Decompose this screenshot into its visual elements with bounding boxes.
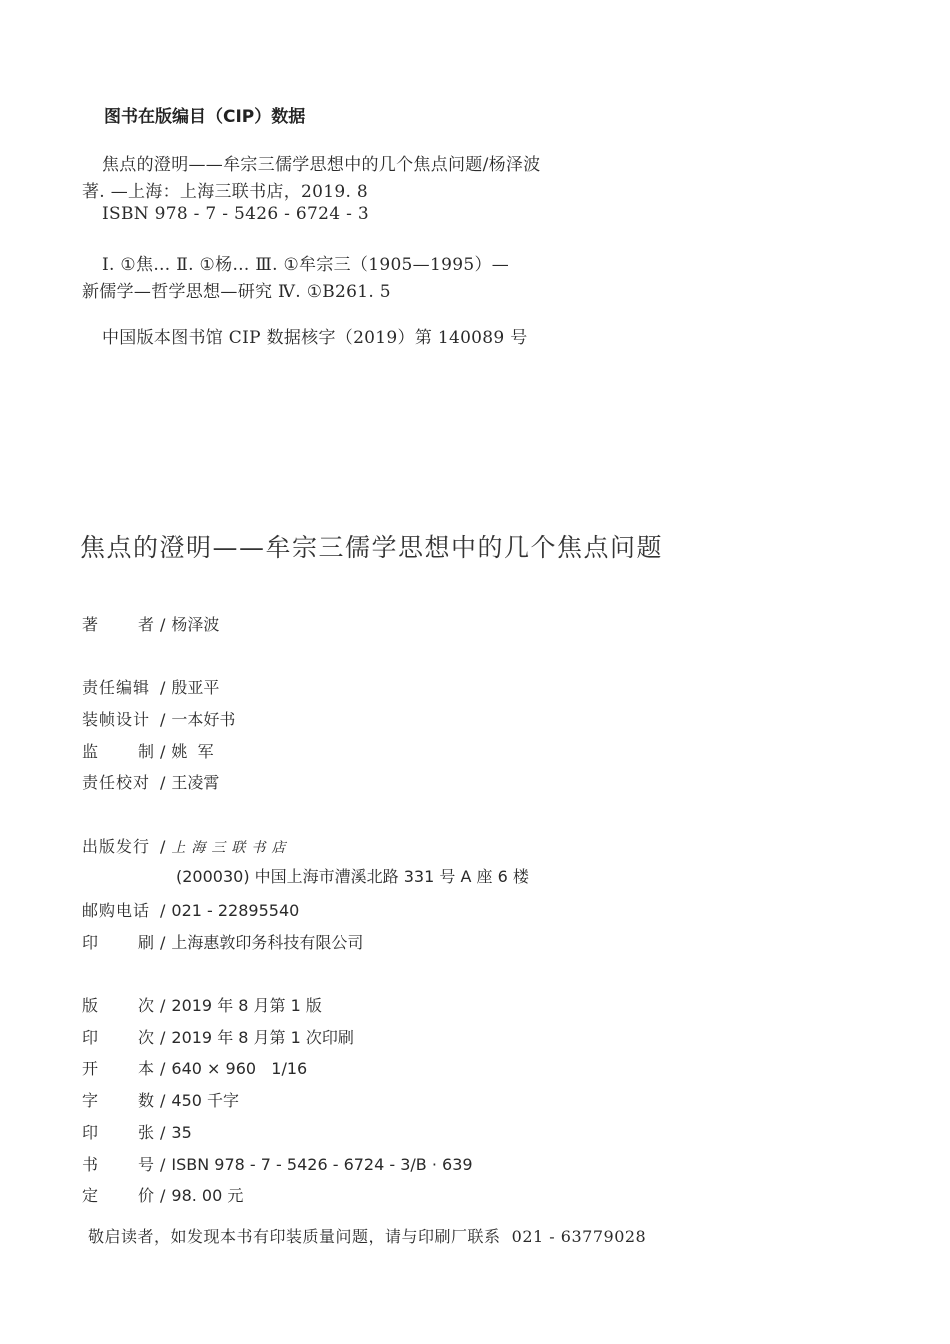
price-row: 定 价 / 98. 00 元 bbox=[82, 1183, 243, 1206]
author-row: 著 者 / 杨泽波 bbox=[82, 612, 219, 635]
editor-label: 责任编辑 bbox=[82, 678, 151, 697]
sheets-value: 35 bbox=[171, 1123, 192, 1142]
edition-label: 版 次 bbox=[82, 996, 154, 1015]
isbn-row: 书 号 / ISBN 978 - 7 - 5426 - 6724 - 3/B · 639 bbox=[82, 1152, 473, 1175]
design-value: 一本好书 bbox=[171, 710, 236, 729]
cip-title-line: 焦点的澄明——牟宗三儒学思想中的几个焦点问题/杨泽波 bbox=[102, 155, 541, 175]
cip-record-number: 中国版本图书馆 CIP 数据核字（2019）第 140089 号 bbox=[102, 328, 528, 348]
phone-label: 邮购电话 bbox=[82, 901, 151, 920]
printer-label: 印 刷 bbox=[82, 933, 154, 952]
publisher-row: 出版发行 / 上海三联书店 bbox=[82, 834, 291, 857]
printing-row: 印 次 / 2019 年 8 月第 1 次印刷 bbox=[82, 1025, 354, 1048]
cip-classification-line-2: 新儒学—哲学思想—研究 Ⅳ. ①B261. 5 bbox=[82, 282, 391, 302]
edition-value: 2019 年 8 月第 1 版 bbox=[171, 996, 322, 1015]
supervision-value: 姚 军 bbox=[171, 742, 214, 761]
isbn-label: 书 号 bbox=[82, 1155, 154, 1174]
supervision-row: 监 制 / 姚 军 bbox=[82, 739, 214, 762]
phone-row: 邮购电话 / 021 - 22895540 bbox=[82, 898, 299, 921]
publisher-logotype: 上海三联书店 bbox=[171, 840, 292, 856]
author-value: 杨泽波 bbox=[171, 615, 220, 634]
printer-row: 印 刷 / 上海惠敦印务科技有限公司 bbox=[82, 930, 363, 953]
quality-notice: 敬启读者，如发现本书有印装质量问题，请与印刷厂联系 021 - 63779028 bbox=[88, 1227, 647, 1246]
phone-value: 021 - 22895540 bbox=[171, 901, 300, 920]
book-title: 焦点的澄明——牟宗三儒学思想中的几个焦点问题 bbox=[80, 533, 664, 562]
word-count-value: 450 千字 bbox=[171, 1091, 240, 1110]
cip-classification-line: Ⅰ. ①焦… Ⅱ. ①杨… Ⅲ. ①牟宗三（1905—1995）— bbox=[102, 255, 510, 275]
author-label: 著 者 bbox=[82, 615, 154, 634]
publisher-address: (200030) 中国上海市漕溪北路 331 号 A 座 6 楼 bbox=[176, 867, 529, 886]
editor-value: 殷亚平 bbox=[171, 678, 220, 697]
format-value: 640 × 960 1/16 bbox=[171, 1059, 308, 1078]
cip-heading: 图书在版编目（CIP）数据 bbox=[104, 107, 306, 127]
proofreader-row: 责任校对 / 王凌霄 bbox=[82, 770, 219, 793]
format-label: 开 本 bbox=[82, 1059, 154, 1078]
design-row: 装帧设计 / 一本好书 bbox=[82, 707, 235, 730]
format-row: 开 本 / 640 × 960 1/16 bbox=[82, 1056, 307, 1079]
price-value: 98. 00 元 bbox=[171, 1186, 244, 1205]
editor-row: 责任编辑 / 殷亚平 bbox=[82, 675, 219, 698]
publisher-label: 出版发行 bbox=[82, 837, 151, 856]
word-count-label: 字 数 bbox=[82, 1091, 154, 1110]
edition-row: 版 次 / 2019 年 8 月第 1 版 bbox=[82, 993, 322, 1016]
sheets-label: 印 张 bbox=[82, 1123, 154, 1142]
proofreader-value: 王凌霄 bbox=[171, 773, 220, 792]
printing-label: 印 次 bbox=[82, 1028, 154, 1047]
word-count-row: 字 数 / 450 千字 bbox=[82, 1088, 239, 1111]
proofreader-label: 责任校对 bbox=[82, 773, 151, 792]
price-label: 定 价 bbox=[82, 1186, 154, 1205]
supervision-label: 监 制 bbox=[82, 742, 154, 761]
isbn-value: ISBN 978 - 7 - 5426 - 6724 - 3/B · 639 bbox=[171, 1155, 473, 1174]
design-label: 装帧设计 bbox=[82, 710, 151, 729]
cip-isbn-line: ISBN 978 - 7 - 5426 - 6724 - 3 bbox=[102, 204, 369, 224]
sheets-row: 印 张 / 35 bbox=[82, 1120, 192, 1143]
printing-value: 2019 年 8 月第 1 次印刷 bbox=[171, 1028, 354, 1047]
cip-publisher-line: 著. —上海：上海三联书店，2019. 8 bbox=[82, 182, 368, 202]
printer-value: 上海惠敦印务科技有限公司 bbox=[171, 933, 364, 952]
